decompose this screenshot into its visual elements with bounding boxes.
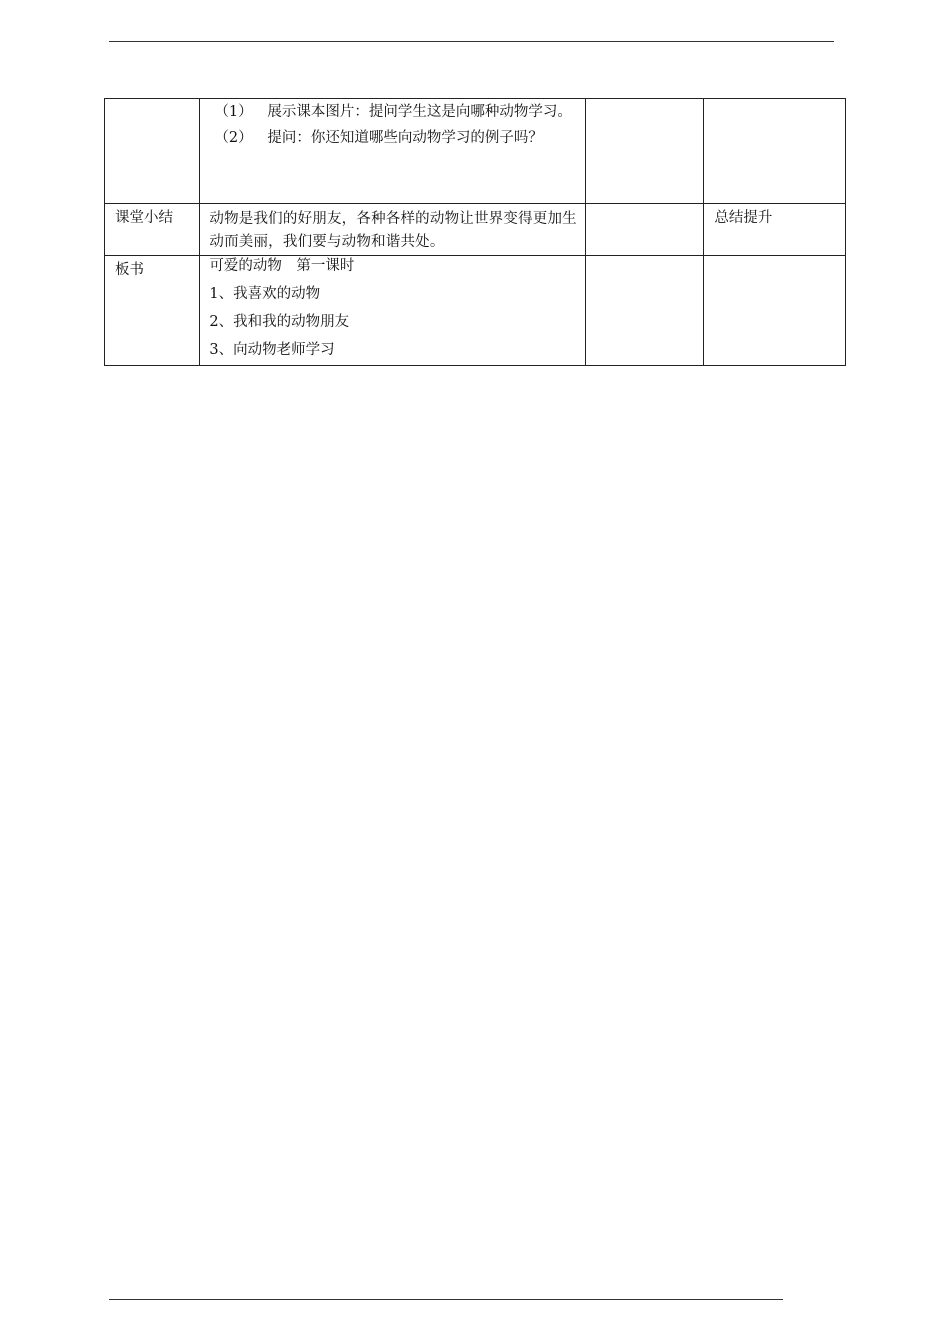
summary-intent-cell [704, 204, 846, 256]
summary-intent-text: 总结提升 [714, 210, 773, 226]
blackboard-content-cell [200, 256, 586, 366]
blackboard-line: 1、我喜欢的动物 [209, 286, 321, 302]
activity-item-number: （1） [214, 104, 253, 120]
row1-label-cell [105, 99, 200, 204]
blackboard-intent-cell [704, 256, 846, 366]
blackboard-title: 可爱的动物 第一课时 [209, 258, 355, 274]
activity-item-text: 展示课本图片：提问学生这是向哪种动物学习。 [267, 104, 572, 120]
row1-student-cell [585, 99, 703, 204]
blackboard-content [200, 256, 585, 364]
blackboard-student-cell [585, 256, 703, 366]
summary-text: 动物是我们的好朋友，各种各样的动物让世界变得更加生动而美丽，我们要与动物和谐共处。 [209, 211, 577, 250]
blackboard-line: 3、向动物老师学习 [209, 342, 335, 358]
summary-student-cell [585, 204, 703, 256]
lesson-plan-table [104, 98, 846, 366]
header-rule [109, 41, 834, 42]
summary-label: 课堂小结 [115, 210, 173, 226]
summary-content-cell [200, 204, 586, 256]
blackboard-label: 板书 [115, 262, 144, 278]
activity-item-number: （2） [214, 130, 253, 146]
activity-item-1 [214, 99, 585, 125]
blackboard-line: 2、我和我的动物朋友 [209, 314, 350, 330]
table-row-activities [105, 99, 846, 204]
row1-content-cell [200, 99, 586, 204]
footer-rule [109, 1299, 783, 1300]
activity-item-text: 提问：你还知道哪些向动物学习的例子吗？ [267, 130, 543, 146]
row1-intent-cell [704, 99, 846, 204]
blackboard-label-cell [105, 256, 200, 366]
activity-item-2 [214, 125, 585, 151]
table-row-summary [105, 204, 846, 256]
summary-label-cell [105, 204, 200, 256]
table-row-blackboard [105, 256, 846, 366]
